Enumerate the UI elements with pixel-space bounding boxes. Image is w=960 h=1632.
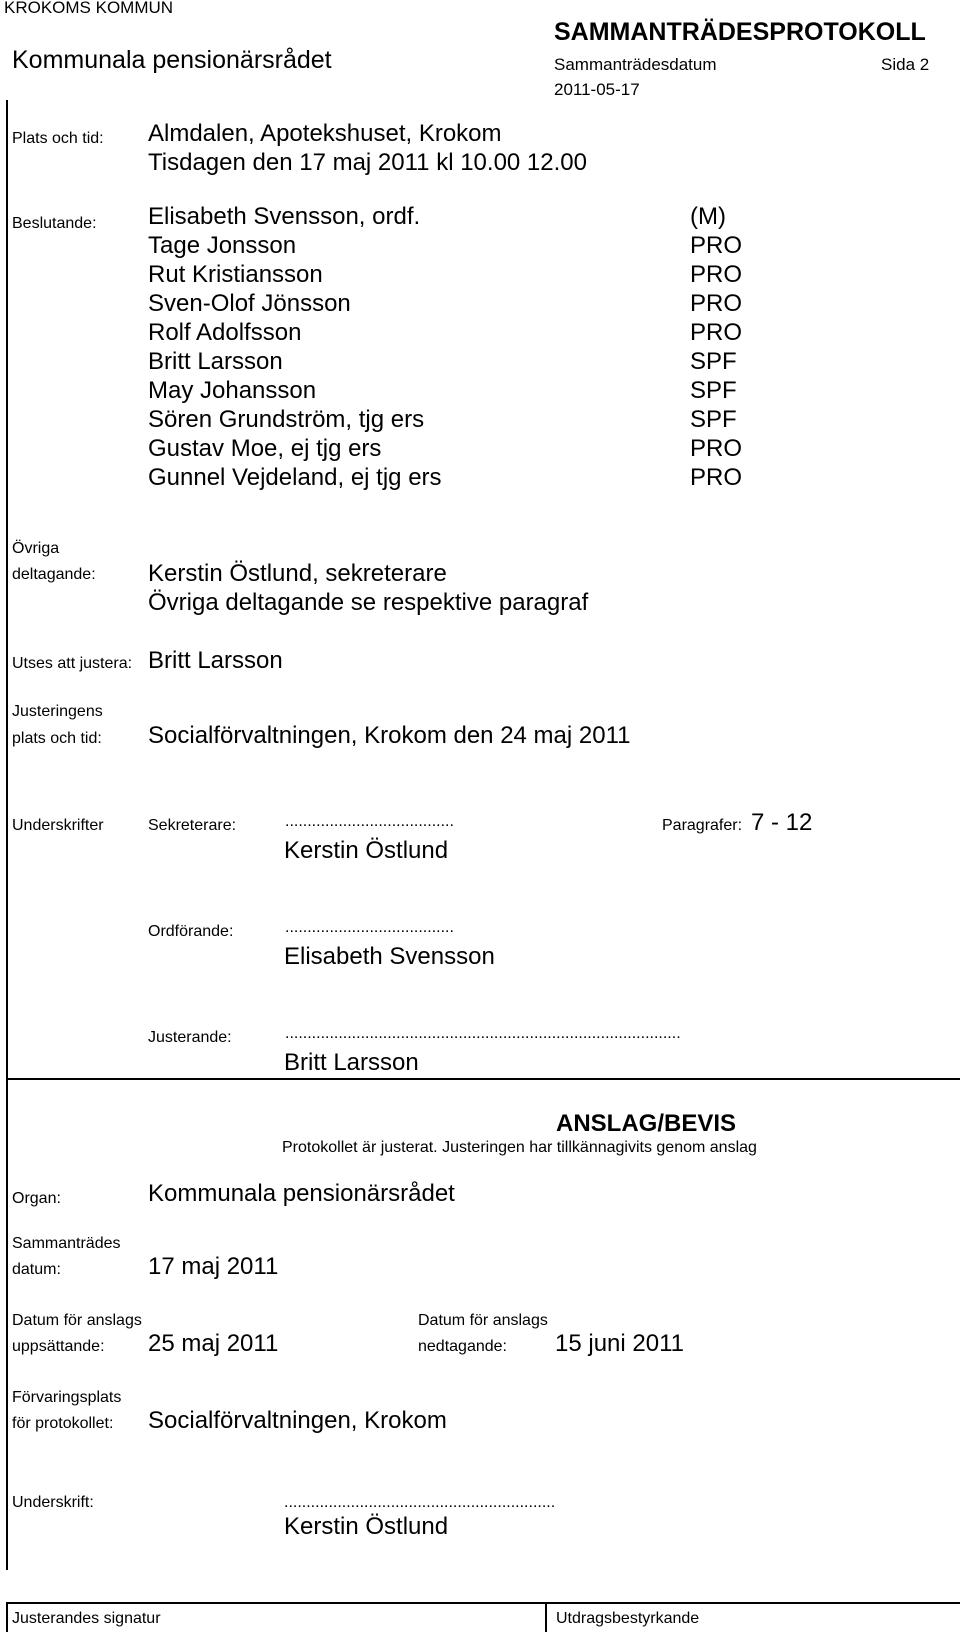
posted-date: 25 maj 2011 <box>148 1330 279 1357</box>
others-line2: Övriga deltagande se respektive paragraf <box>148 589 589 616</box>
footer-mid-line <box>545 1602 547 1632</box>
signature-label: Underskrift: <box>12 1494 94 1511</box>
member-party: (M) <box>690 203 726 230</box>
notice-statement: Protokollet är justerat. Justeringen har tillkännagivits genom anslag <box>282 1139 757 1156</box>
removed-label-line2: nedtagande: <box>418 1338 507 1355</box>
meeting-date-label: Sammanträdesdatum <box>554 55 717 74</box>
notice-title: ANSLAG/BEVIS <box>556 1110 737 1137</box>
meeting-time: Tisdagen den 17 maj 2011 kl 10.00 12.00 <box>148 149 587 176</box>
adjust-place-label-line1: Justeringens <box>12 703 103 720</box>
notice-signature-line: ............................................................. <box>284 1494 556 1511</box>
notice-signature-name: Kerstin Östlund <box>284 1513 449 1540</box>
chair-name: Elisabeth Svensson <box>284 943 495 970</box>
member-name: May Johansson <box>148 377 317 404</box>
member-name: Sven-Olof Jönsson <box>148 290 351 317</box>
storage-label-line2: för protokollet: <box>12 1415 114 1432</box>
secretary-label: Sekreterare: <box>148 817 237 834</box>
footer-left-text: Justerandes signatur <box>12 1610 161 1627</box>
page-number: Sida 2 <box>881 55 930 74</box>
removed-label-line1: Datum för anslags <box>418 1312 548 1329</box>
left-border <box>6 100 8 1570</box>
footer-top-line <box>6 1602 960 1604</box>
others-label-line2: deltagande: <box>12 566 96 583</box>
others-line1: Kerstin Östlund, sekreterare <box>148 560 447 587</box>
meeting-date-label-line2: datum: <box>12 1261 61 1278</box>
member-party: PRO <box>690 435 743 462</box>
member-name: Rut Kristiansson <box>148 261 323 288</box>
removed-date: 15 juni 2011 <box>555 1330 684 1357</box>
committee-name: Kommunala pensionärsrådet <box>12 46 332 74</box>
place-label: Plats och tid: <box>12 130 104 147</box>
adjust-label: Utses att justera: <box>12 655 133 672</box>
storage-label-line1: Förvaringsplats <box>12 1389 122 1406</box>
footer-left-line <box>6 1602 8 1632</box>
member-party: PRO <box>690 232 743 259</box>
adjuster-name: Britt Larsson <box>284 1049 419 1076</box>
posted-label-line2: uppsättande: <box>12 1338 105 1355</box>
footer-right-text: Utdragsbestyrkande <box>556 1610 700 1627</box>
member-party: PRO <box>690 290 743 317</box>
member-party: SPF <box>690 377 737 404</box>
adjuster-label: Justerande: <box>148 1029 232 1046</box>
meeting-place: Almdalen, Apotekshuset, Krokom <box>148 120 502 147</box>
chair-label: Ordförande: <box>148 923 234 940</box>
member-party: SPF <box>690 406 737 433</box>
others-label-line1: Övriga <box>12 540 60 557</box>
secretary-name: Kerstin Östlund <box>284 837 449 864</box>
storage-value: Socialförvaltningen, Krokom <box>148 1407 447 1434</box>
member-party: PRO <box>690 464 743 491</box>
meeting-date: 2011-05-17 <box>554 80 640 99</box>
member-party: SPF <box>690 348 737 375</box>
member-party: PRO <box>690 319 743 346</box>
member-name: Sören Grundström, tjg ers <box>148 406 425 433</box>
paragraphs-label: Paragrafer: <box>662 817 743 834</box>
adjust-place-value: Socialförvaltningen, Krokom den 24 maj 2011 <box>148 722 631 749</box>
org-name: KROKOMS KOMMUN <box>4 0 174 17</box>
organ-value: Kommunala pensionärsrådet <box>148 1180 455 1207</box>
organ-label: Organ: <box>12 1190 61 1207</box>
member-name: Gustav Moe, ej tjg ers <box>148 435 382 462</box>
meeting-date-value: 17 maj 2011 <box>148 1253 279 1280</box>
member-name: Rolf Adolfsson <box>148 319 302 346</box>
adjust-name: Britt Larsson <box>148 647 283 674</box>
meeting-date-label-line1: Sammanträdes <box>12 1235 121 1252</box>
deciding-label: Beslutande: <box>12 215 97 232</box>
adjust-place-label-line2: plats och tid: <box>12 730 102 747</box>
posted-label-line1: Datum för anslags <box>12 1312 142 1329</box>
signatures-label: Underskrifter <box>12 817 104 834</box>
member-name: Elisabeth Svensson, ordf. <box>148 203 421 230</box>
paragraphs-value: 7 - 12 <box>751 809 813 836</box>
section-divider <box>6 1078 960 1080</box>
adjuster-signature-line: ......................................................................................... <box>285 1025 681 1042</box>
member-name: Britt Larsson <box>148 348 283 375</box>
member-party: PRO <box>690 261 743 288</box>
chair-signature-line: ...................................... <box>285 919 454 936</box>
member-name: Gunnel Vejdeland, ej tjg ers <box>148 464 442 491</box>
member-name: Tage Jonsson <box>148 232 297 259</box>
secretary-signature-line: ...................................... <box>285 813 454 830</box>
document-type: SAMMANTRÄDESPROTOKOLL <box>554 18 926 46</box>
